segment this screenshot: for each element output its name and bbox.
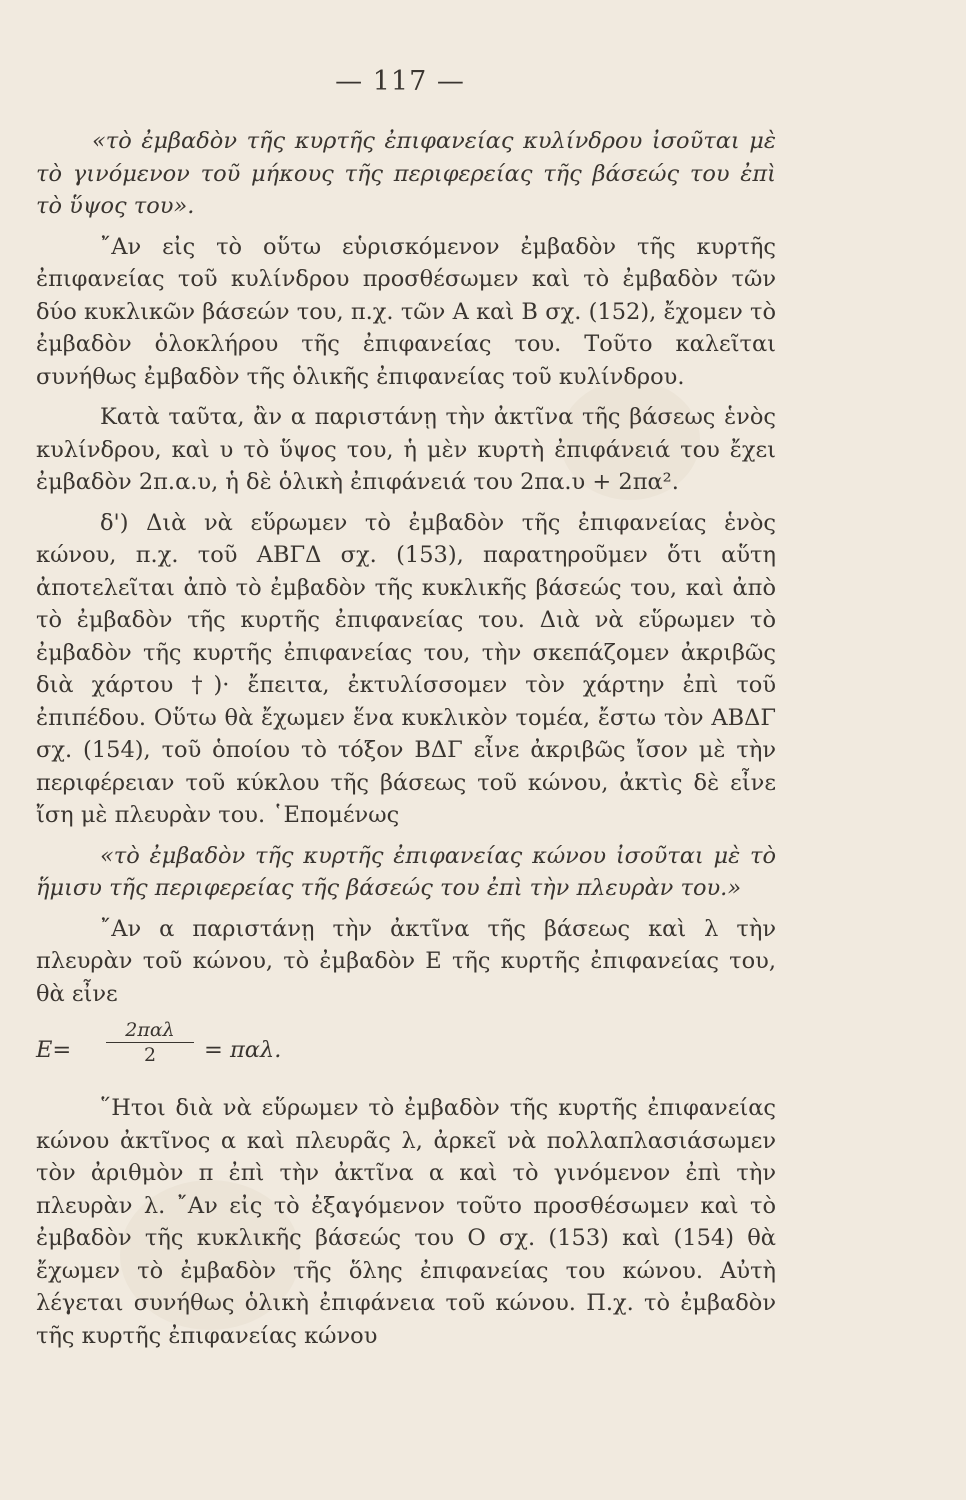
paragraph-cylinder-formula: Κατὰ ταῦτα, ἂν α παριστάνῃ τὴν ἀκτῖνα τῆς βάσεως ἑνὸς κυλίνδρου, καὶ υ τὸ ὕψος του, ἡ μὲν κυρτὴ ἐπιφάνειά του ἔχει ἐμβαδὸν 2π.α.υ, ἡ δὲ ὁλικὴ ἐπιφάνειά του 2πα.υ + 2πα².: [36, 404, 776, 495]
body-text: [36, 125, 776, 1360]
page-number: — 117 —: [335, 66, 465, 97]
cone-area-formula: [36, 1018, 776, 1074]
paragraph-cone-total-surface: ῞Ητοι διὰ νὰ εὕρωμεν τὸ ἐμβαδὸν τῆς κυρτῆς ἐπιφανείας κώνου ἀκτῖνος α καὶ πλευρᾶς λ, ἀρκεῖ νὰ πολλαπλασιάσωμεν τὸν ἀριθμὸν π ἐπὶ τὴν ἀκτῖνα α καὶ τὸ γινόμενον ἐπὶ τὴν πλευρὰν λ. ῎Αν εἰς τὸ ἐξαγόμενον τοῦτο προσθέσωμεν καὶ τὸ ἐμβαδὸν τῆς κυκλικῆς βάσεώς του Ο σχ. (153) καὶ (154) θὰ ἔχωμεν τὸ ἐμβαδὸν τῆς ὅλης ἐπιφανείας του κώνου. Αὐτὴ λέγεται συνήθως ὁλικὴ ἐπιφάνεια τοῦ κώνου. Π.χ. τὸ ἐμβαδὸν τῆς κυρτῆς ἐπιφανείας κώνου: [36, 1095, 776, 1349]
formula-denominator: 2: [143, 1044, 157, 1066]
paragraph-cone-variables: ῎Αν α παριστάνῃ τὴν ἀκτῖνα τῆς βάσεως καὶ λ τὴν πλευρὰν τοῦ κώνου, τὸ ἐμβαδὸν Ε τῆς κυρτῆς ἐπιφανείας του, θὰ εἶνε: [36, 915, 776, 1007]
paragraph-cylinder-rule: «τὸ ἐμβαδὸν τῆς κυρτῆς ἐπιφανείας κυλίνδρου ἰσοῦται μὲ τὸ γινόμενον τοῦ μήκους τῆς περιφερείας τῆς βάσεώς του ἐπὶ τὸ ὕψος του».: [36, 128, 776, 219]
formula-numerator: 2παλ: [106, 1018, 194, 1043]
formula-rhs: = παλ.: [204, 1037, 282, 1063]
formula-fraction: [106, 1018, 194, 1067]
paragraph-cone-rule: «τὸ ἐμβαδὸν τῆς κυρτῆς ἐπιφανείας κώνου ἰσοῦται μὲ τὸ ἥμισυ τῆς περιφερείας τῆς βάσεώς του ἐπὶ τὴν πλευρὰν του.»: [36, 842, 776, 901]
paragraph-cone-surface: δ') Διὰ νὰ εὕρωμεν τὸ ἐμβαδὸν τῆς ἐπιφανείας ἑνὸς κώνου, π.χ. τοῦ ΑΒΓΔ σχ. (153), παρατηροῦμεν ὅτι αὕτη ἀποτελεῖται ἀπὸ τὸ ἐμβαδὸν τῆς κυκλικῆς βάσεώς του, καὶ ἀπὸ τὸ ἐμβαδὸν τῆς κυρτῆς ἐπιφανείας του. Διὰ νὰ εὕρωμεν τὸ ἐμβαδὸν τῆς κυρτῆς ἐπιφανείας του, τὴν σκεπάζομεν ἀκριβῶς διὰ χάρτου †)· ἔπειτα, ἐκτυλίσσομεν τὸν χάρτην ἐπὶ τοῦ ἐπιπέδου. Οὕτω θὰ ἔχωμεν ἕνα κυκλικὸν τομέα, ἔστω τὸν ΑΒΔΓ σχ. (154), τοῦ ὁποίου τὸ τόξον ΒΔΓ εἶνε ἀκριβῶς ἴσον μὲ τὴν περιφέρειαν τοῦ κύκλου τῆς βάσεως τοῦ κώνου, ἀκτὶς δὲ εἶνε ἴση μὲ πλευρὰν του. ῾Επομένως: [36, 509, 776, 828]
formula-lhs: E=: [36, 1037, 72, 1063]
paragraph-total-surface-cylinder: ῎Αν εἰς τὸ οὕτω εὑρισκόμενον ἐμβαδὸν τῆς κυρτῆς ἐπιφανείας τοῦ κυλίνδρου προσθέσωμεν καὶ τὸ ἐμβαδὸν τῶν δύο κυκλικῶν βάσεών του, π.χ. τῶν Α καὶ Β σχ. (152), ἔχομεν τὸ ἐμβαδὸν ὁλοκλήρου τῆς ἐπιφανείας του. Τοῦτο καλεῖται συνήθως ἐμβαδὸν τῆς ὁλικῆς ἐπιφανείας τοῦ κυλίνδρου.: [36, 233, 776, 390]
